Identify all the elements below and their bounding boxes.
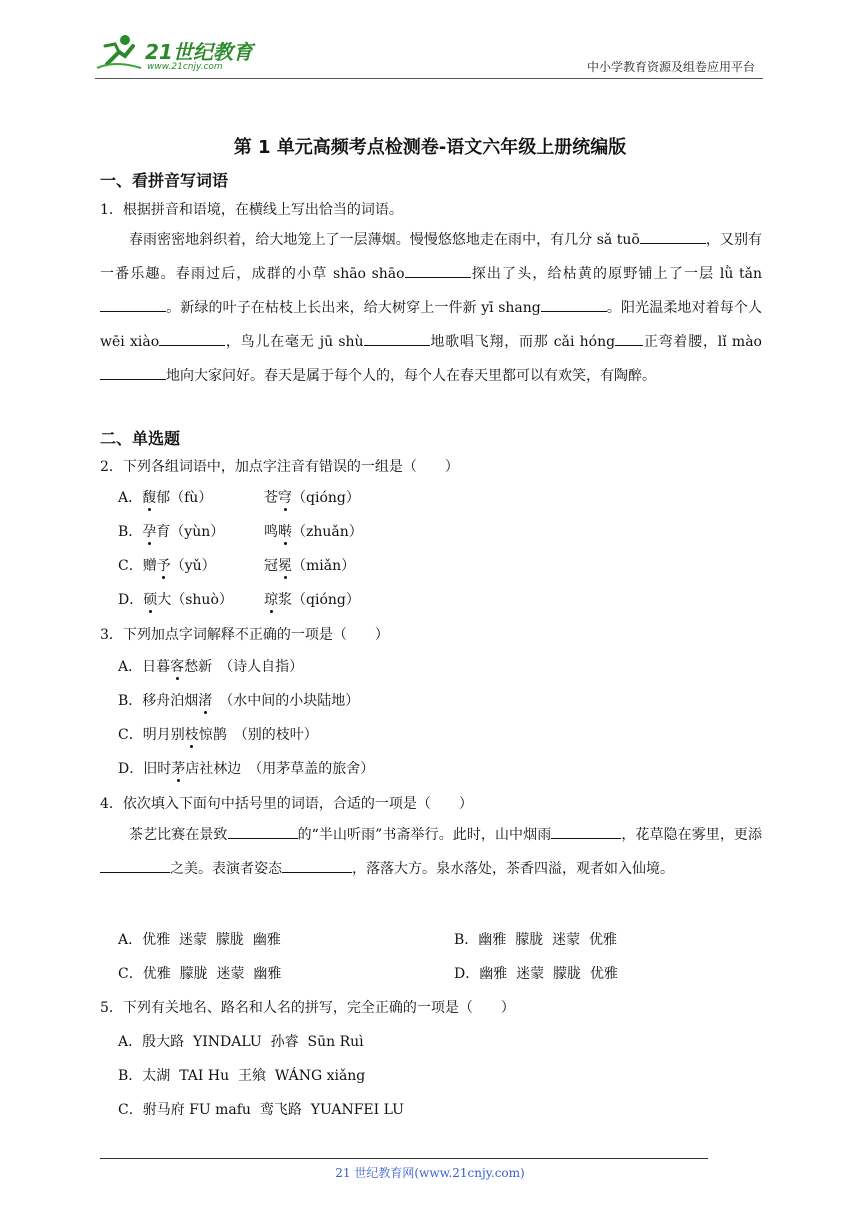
page-header [95, 30, 763, 79]
question-3-stem: 3．下列加点字词解释不正确的一项是（ ） [100, 627, 389, 643]
passage-text: ，鸟儿在毫无 jū shù [225, 334, 364, 350]
page-title: 第 1 单元高频考点检测卷-语文六年级上册统编版 [233, 137, 627, 158]
passage-text: 地向大家问好。春天是属于每个人的，每个人在春天里都可以有欢笑，有陶醉。 [166, 368, 656, 384]
question-4-passage: 茶艺比赛在景致 的“半山听雨”书斋举行。此时，山中烟雨 ，花草隐在雾里，更添之美。表演者姿态 ，落落大方。泉水落处，茶香四溢，观者如入仙境。 [100, 818, 762, 886]
question-5-option-b[interactable]: B．太湖 TAI Hu 王飨 WÁNG xiǎng [118, 1068, 366, 1084]
question-2-option-b-word2: 鸣啭（zhuǎn） [264, 524, 363, 540]
passage-text: 地歌唱飞翔，而那 cǎi hóng [429, 334, 616, 350]
question-1-stem: 1．根据拼音和语境，在横线上写出恰当的词语。 [100, 202, 403, 218]
question-4-option-b[interactable]: B．幽雅 朦胧 迷蒙 优雅 [454, 932, 617, 948]
passage-text: 正弯着腰，lǐ mào [643, 334, 762, 350]
platform-name: 中小学教育资源及组卷应用平台 [586, 60, 755, 74]
question-5-option-c[interactable]: C．驸马府 FU mafu 鸾飞路 YUANFEI LU [118, 1102, 404, 1118]
runner-logo-icon [95, 32, 145, 72]
question-4-option-a[interactable]: A．优雅 迷蒙 朦胧 幽雅 [118, 932, 281, 948]
question-2-option-d-word2: 琼浆（qióng） [264, 592, 360, 608]
question-1-passage [100, 223, 762, 393]
answer-blank[interactable] [640, 229, 706, 244]
page-footer[interactable]: 21 世纪教育网(www.21cnjy.com) [335, 1166, 525, 1180]
passage-text: 春雨密密地斜织着，给大地笼上了一层薄烟。慢慢悠悠地走在雨中，有几分 sǎ tuō [129, 232, 640, 248]
answer-blank[interactable] [615, 331, 643, 346]
answer-blank[interactable] [364, 331, 430, 346]
passage-text: 。阳光温柔地对着每个人 wēi xiào [100, 300, 763, 350]
answer-blank[interactable] [100, 365, 166, 380]
site-logo [95, 32, 265, 72]
question-2-option-a[interactable]: A．馥郁（fù） [118, 490, 213, 506]
question-4-option-d[interactable]: D．幽雅 迷蒙 朦胧 优雅 [454, 966, 618, 982]
question-3-option-c[interactable]: C．明月别枝惊鹊 （别的枝叶） [118, 727, 318, 743]
question-2-stem: 2．下列各组词语中，加点字注音有错误的一组是（ ） [100, 459, 459, 475]
question-5-stem: 5．下列有关地名、路名和人名的拼写，完全正确的一项是（ ） [100, 1000, 515, 1016]
question-3-option-d[interactable]: D．旧时茅店社林边 （用茅草盖的旅舍） [118, 761, 375, 777]
footer-divider [100, 1158, 708, 1159]
answer-blank[interactable] [282, 858, 352, 873]
logo-url: www.21cnjy.com [147, 62, 223, 72]
answer-blank[interactable] [405, 263, 471, 278]
answer-blank[interactable] [100, 297, 166, 312]
passage-text: 探出了头，给枯黄的原野铺上了一层 lǜ tǎn [470, 266, 762, 282]
logo-text: 21世纪教育 [145, 40, 253, 64]
answer-blank[interactable] [100, 858, 170, 873]
question-3-option-a[interactable]: A．日暮客愁新 （诗人自指） [118, 659, 304, 675]
section-heading-1: 一、看拼音写词语 [100, 171, 229, 190]
answer-blank[interactable] [551, 824, 621, 839]
question-5-option-a[interactable]: A．殷大路 YINDALU 孙睿 Sūn Ruì [118, 1034, 364, 1050]
question-4-stem: 4．依次填入下面句中括号里的词语，合适的一项是（ ） [100, 796, 473, 812]
answer-blank[interactable] [228, 824, 298, 839]
question-2-option-a-word2: 苍穹（qióng） [264, 490, 360, 506]
passage-text: ，又别有一番乐趣。春雨过后，成群的小草 shāo shāo [100, 232, 762, 282]
question-2-option-b[interactable]: B．孕育（yùn） [118, 524, 225, 540]
answer-blank[interactable] [541, 297, 607, 312]
answer-blank[interactable] [159, 331, 225, 346]
question-2-option-c[interactable]: C．赠予（yǔ） [118, 558, 216, 574]
question-3-option-b[interactable]: B．移舟泊烟渚 （水中间的小块陆地） [118, 693, 360, 709]
question-4-option-c[interactable]: C．优雅 朦胧 迷蒙 幽雅 [118, 966, 282, 982]
passage-text: 。新绿的叶子在枯枝上长出来，给大树穿上一件新 yī shang [166, 300, 541, 316]
question-2-option-c-word2: 冠冕（miǎn） [264, 558, 356, 574]
question-2-option-d[interactable]: D．硕大（shuò） [118, 592, 233, 608]
section-heading-2: 二、单选题 [100, 429, 181, 448]
